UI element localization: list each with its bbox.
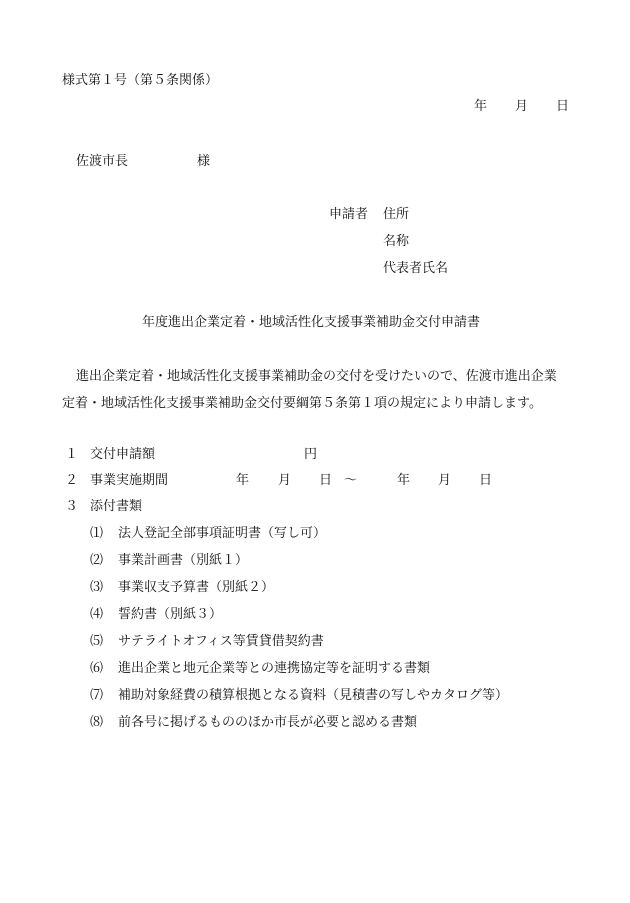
applicant-name-label: 名称	[383, 234, 410, 249]
attachment-number: ⑸	[90, 634, 104, 649]
grant-amount-unit: 円	[304, 447, 318, 462]
attachment-number: ⑶	[90, 580, 104, 595]
date-year-label: 年	[474, 99, 488, 114]
date-month-label: 月	[515, 99, 529, 114]
body-line-2: 定着・地域活性化支援事業補助金交付要綱第５条第１項の規定により申請します。	[62, 396, 542, 411]
applicant-representative-label: 代表者氏名	[383, 261, 449, 276]
period-separator: ～	[344, 473, 358, 488]
project-period-label: 事業実施期間	[90, 473, 169, 488]
attachment-number: ⑻	[90, 715, 104, 730]
addressee-honorific: 様	[197, 154, 211, 169]
attachment-item: サテライトオフィス等賃貸借契約書	[118, 634, 324, 649]
period-end-month: 月	[438, 473, 452, 488]
addressee-name: 佐渡市長	[76, 154, 129, 169]
grant-amount-label: 交付申請額	[90, 447, 156, 462]
period-start-year: 年	[236, 473, 250, 488]
form-number-heading: 様式第１号（第５条関係）	[62, 73, 219, 88]
attachment-number: ⑴	[90, 526, 104, 541]
applicant-address-label: 住所	[383, 207, 410, 222]
attachment-item: 事業計画書（別紙１）	[118, 553, 249, 568]
body-line-1: 進出企業定着・地域活性化支援事業補助金の交付を受けたいので、佐渡市進出企業	[76, 369, 557, 384]
attachment-item: 進出企業と地元企業等との連携協定等を証明する書類	[118, 661, 431, 676]
item-number-1: １	[65, 447, 79, 462]
attachment-item: 前各号に掲げるもののほか市長が必要と認める書類	[118, 715, 418, 730]
attachment-number: ⑺	[90, 688, 104, 703]
applicant-label: 申請者	[329, 207, 369, 222]
document-title: 年度進出企業定着・地域活性化支援事業補助金交付申請書	[142, 315, 481, 330]
item-number-3: ３	[65, 499, 79, 514]
attachments-label: 添付書類	[90, 499, 143, 514]
attachment-number: ⑷	[90, 607, 104, 622]
attachment-item: 事業収支予算書（別紙２）	[118, 580, 275, 595]
date-day-label: 日	[556, 99, 570, 114]
attachment-item: 補助対象経費の積算根拠となる資料（見積書の写しやカタログ等）	[118, 688, 509, 703]
period-start-month: 月	[278, 473, 292, 488]
attachment-item: 誓約書（別紙３）	[118, 607, 223, 622]
period-end-year: 年	[397, 473, 411, 488]
attachment-number: ⑵	[90, 553, 104, 568]
attachment-number: ⑹	[90, 661, 104, 676]
period-start-day: 日	[319, 473, 333, 488]
period-end-day: 日	[479, 473, 493, 488]
attachment-item: 法人登記全部事項証明書（写し可）	[118, 526, 327, 541]
item-number-2: ２	[65, 473, 79, 488]
